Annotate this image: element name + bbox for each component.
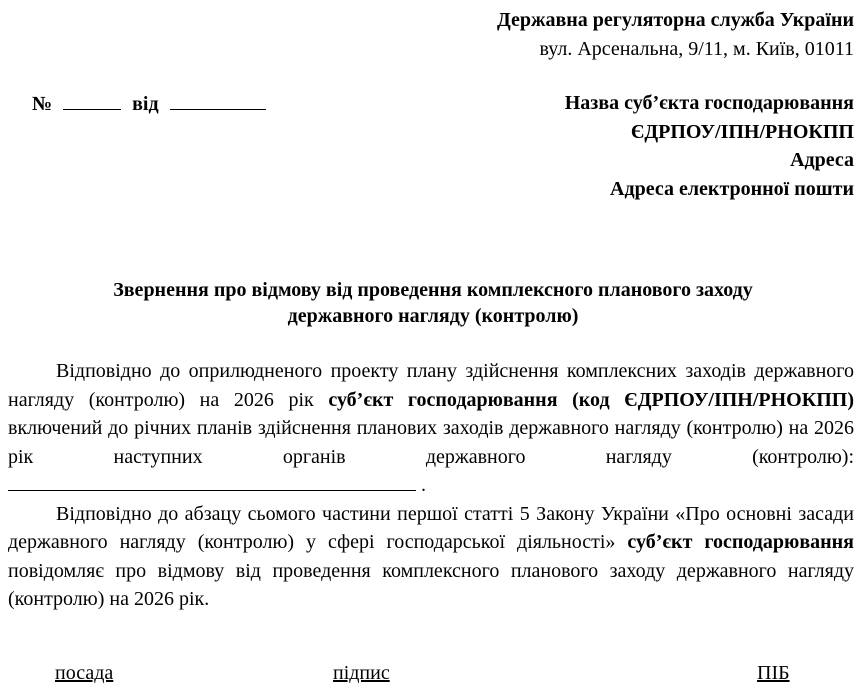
- title-line-2: державного нагляду (контролю): [287, 305, 579, 327]
- paragraph-1: [8, 357, 854, 500]
- date-label: від: [132, 93, 159, 115]
- sender-email: Адреса електронної пошти: [610, 177, 854, 200]
- p2-bold-entity: суб’єкт господарювання: [627, 531, 854, 553]
- sender-address: Адреса: [790, 149, 854, 171]
- reference-line: [32, 89, 266, 119]
- signature-name: ПІБ: [757, 662, 790, 684]
- agencies-blank: [8, 472, 416, 491]
- recipient-name: Державна регуляторна служба України: [496, 9, 854, 31]
- signature-position: посада: [55, 662, 114, 684]
- recipient-block: [497, 6, 854, 64]
- document-body: [8, 357, 854, 614]
- document-title: [8, 277, 858, 329]
- date-blank: [170, 89, 266, 110]
- number-blank: [63, 89, 121, 110]
- p1-text-start: Відповідно до оприлюдненого проекту плану здійснення комплексних заходів державного нагляду (контролю) на 2026 рік: [8, 360, 854, 411]
- sender-name: Назва суб’єкта господарювання: [564, 92, 854, 114]
- sender-codes: ЄДРПОУ/ІПН/РНОКПП: [630, 120, 854, 143]
- p2-text-end: повідомляє про відмову від проведення комплексного планового заходу державного нагляду (контролю) на 2026 рік.: [8, 559, 854, 610]
- p1-bold-entity: суб’єкт господарювання (код ЄДРПОУ/ІПН/РНОКПП): [328, 388, 854, 411]
- p1-text-end: включений до річних планів здійснення планових заходів державного нагляду (контролю) на 2026 рік наступних органів державного нагляду (контролю):: [8, 417, 854, 468]
- number-label: №: [32, 93, 53, 115]
- paragraph-2: [8, 500, 854, 614]
- title-line-1: Звернення про відмову від проведення комплексного планового заходу: [113, 279, 753, 301]
- recipient-address: вул. Арсенальна, 9/11, м. Київ, 01011: [539, 38, 854, 60]
- signature-sign: підпис: [333, 662, 390, 684]
- p1-terminal: .: [416, 474, 426, 496]
- p2-text-start: Відповідно до абзацу сьомого частини першої статті 5 Закону України «Про основні засади державного нагляду (контролю) у сфері господарської діяльності»: [8, 502, 854, 553]
- sender-block: [565, 89, 854, 203]
